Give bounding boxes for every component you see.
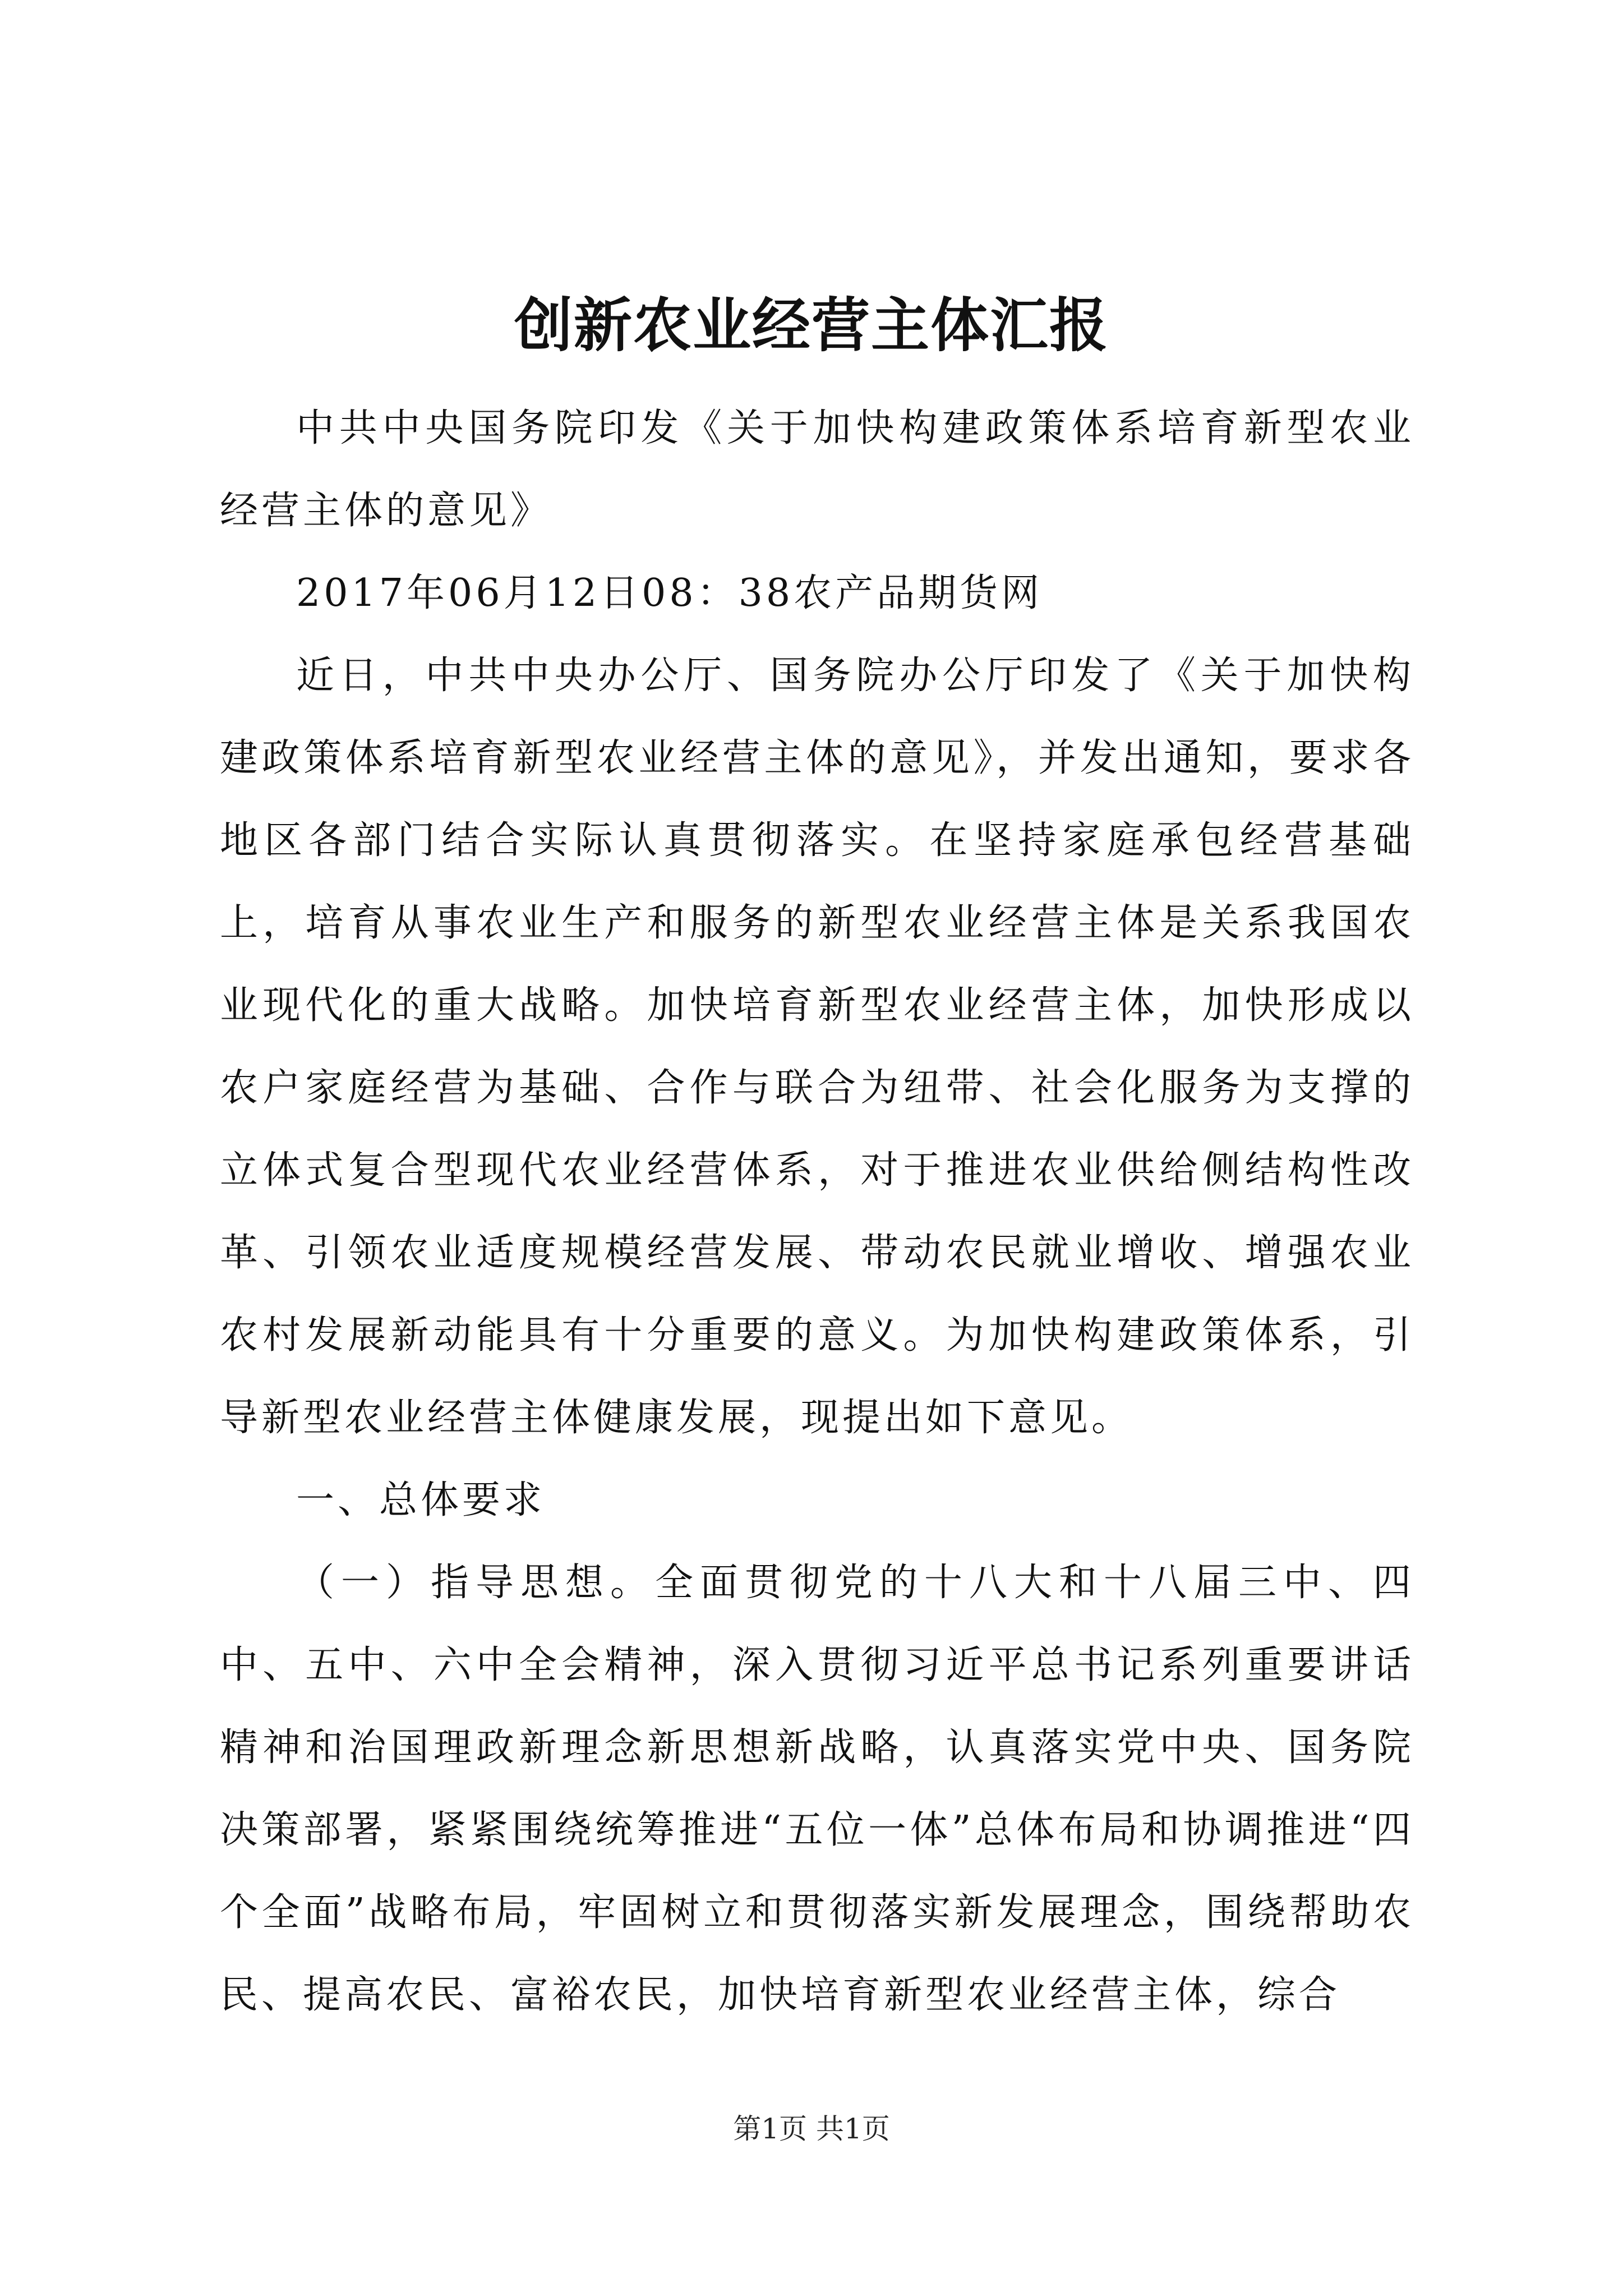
paragraph-guiding-ideology: （一）指导思想。全面贯彻党的十八大和十八届三中、四中、五中、六中全会精神，深入贯彻习近平总书记系列重要讲话精神和治国理政新理念新思想新战略，认真落实党中央、国务院决策部署，紧紧围绕统筹推进“五位一体”总体布局和协调推进“四个全面”战略布局，牢固树立和贯彻落实新发展理念，围绕帮助农民、提高农民、富裕农民，加快培育新型农业经营主体，综合 <box>220 1561 1414 2017</box>
paragraph-intro: 近日，中共中央办公厅、国务院办公厅印发了《关于加快构建政策体系培育新型农业经营主体的意见》，并发出通知，要求各地区各部门结合实际认真贯彻落实。在坚持家庭承包经营基础上，培育从事农业生产和服务的新型农业经营主体是关系我国农业现代化的重大战略。加快培育新型农业经营主体，加快形成以农户家庭经营为基础、合作与联合为纽带、社会化服务为支撑的立体式复合型现代农业经营体系，对于推进农业供给侧结构性改革、引领农业适度规模经营发展、带动农民就业增收、增强农业农村发展新动能具有十分重要的意义。为加快构建政策体系，引导新型农业经营主体健康发展，现提出如下意见。 <box>220 654 1414 1440</box>
document-title: 创新农业经营主体汇报 <box>514 291 1109 360</box>
paragraph-notice-title: 中共中央国务院印发《关于加快构建政策体系培育新型农业经营主体的意见》 <box>220 406 1414 533</box>
section-heading-general-requirements: 一、总体要求 <box>296 1478 546 1522</box>
document-body <box>220 387 1414 2036</box>
page-footer: 第1页 共1页 <box>733 2113 890 2145</box>
paragraph-date-source: 2017年06月12日08：38农产品期货网 <box>296 571 1043 615</box>
